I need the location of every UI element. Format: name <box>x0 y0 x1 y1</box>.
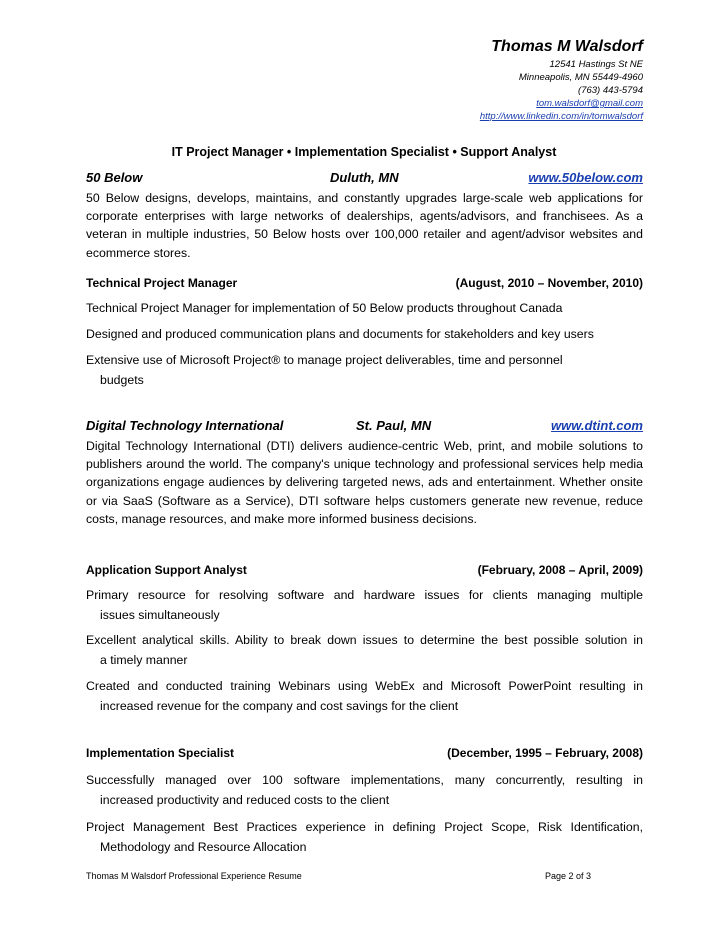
role-header <box>86 563 643 579</box>
company-website-link[interactable]: www.50below.com <box>528 170 643 185</box>
company-website-link[interactable]: www.dtint.com <box>551 418 643 433</box>
footer-document-title: Thomas M Walsdorf Professional Experience Resume <box>86 871 302 881</box>
bullet-text-continued: a timely manner <box>100 653 188 667</box>
role-bullet <box>86 350 643 390</box>
street-address: 12541 Hastings St NE <box>549 59 643 70</box>
bullet-text: Technical Project Manager for implementation of 50 Below products throughout Canada <box>86 301 563 315</box>
company-description: Digital Technology International (DTI) delivers audience-centric Web, print, and mobile solutions to publishers around the world. The company's unique technology and professional services help media organizations engage audiences by delivering targeted news, ads and entertainment. Whether onsite or via SaaS (Software as a Service), DTI software helps customers generate new revenue, reduce costs, manage resources, and make more informed business decisions. <box>86 439 643 526</box>
role-bullet <box>86 298 643 318</box>
bullet-text: Designed and produced communication plans and documents for stakeholders and key users <box>86 327 594 341</box>
role-title: Implementation Specialist <box>86 746 235 760</box>
company-header <box>86 170 643 188</box>
role-dates: (December, 1995 – February, 2008) <box>447 746 643 760</box>
bullet-text-continued: increased productivity and reduced costs to the client <box>100 793 390 807</box>
linkedin-link[interactable]: http://www.linkedin.com/in/tomwalsdorf <box>479 111 643 122</box>
bullet-text: Project Management Best Practices experience in defining Project Scope, Risk Identification, <box>86 820 643 834</box>
professional-tagline: IT Project Manager • Implementation Specialist • Support Analyst <box>171 145 557 159</box>
bullet-text-continued: issues simultaneously <box>100 608 220 622</box>
bullet-text-continued: Methodology and Resource Allocation <box>100 840 307 854</box>
role-bullet <box>86 676 643 716</box>
role-title: Application Support Analyst <box>86 563 247 577</box>
bullet-text: Excellent analytical skills. Ability to break down issues to determine the best possible solution in <box>86 633 643 647</box>
company-name: Digital Technology International <box>86 418 284 433</box>
role-bullet <box>86 630 643 670</box>
bullet-text: Extensive use of Microsoft Project® to manage project deliverables, time and personnel <box>86 353 563 367</box>
company-location: St. Paul, MN <box>356 418 432 433</box>
footer-page-number: Page 2 of 3 <box>544 871 591 881</box>
role-bullet <box>86 817 643 857</box>
email-link[interactable]: tom.walsdorf@gmail.com <box>536 98 643 109</box>
role-bullet <box>86 770 643 810</box>
phone-number: (763) 443-5794 <box>578 85 643 96</box>
bullet-text: Created and conducted training Webinars using WebEx and Microsoft PowerPoint resulting in <box>86 679 643 693</box>
role-dates: (August, 2010 – November, 2010) <box>455 276 643 290</box>
company-location: Duluth, MN <box>330 170 399 185</box>
role-header <box>86 276 643 292</box>
candidate-name: Thomas M Walsdorf <box>491 38 643 55</box>
contact-header <box>480 36 643 123</box>
bullet-text: Successfully managed over 100 software implementations, many concurrently, resulting in <box>86 773 643 787</box>
company-header <box>86 418 643 436</box>
company-description: 50 Below designs, develops, maintains, and constantly upgrades large-scale web applications for corporate enterprises with large networks of dealerships, agents/advisors, and franchisees. As a veteran in multiple industries, 50 Below hosts over 100,000 retailer and agent/advisor websites and ecommerce stores. <box>86 191 643 260</box>
role-dates: (February, 2008 – April, 2009) <box>477 563 643 577</box>
page-footer <box>86 871 591 883</box>
bullet-text: Primary resource for resolving software and hardware issues for clients managing multiple <box>86 588 643 602</box>
bullet-text-continued: budgets <box>100 373 144 387</box>
company-name: 50 Below <box>86 170 143 185</box>
role-title: Technical Project Manager <box>86 276 238 290</box>
role-bullet <box>86 585 643 625</box>
role-bullet <box>86 324 643 344</box>
role-header <box>86 746 643 762</box>
bullet-text-continued: increased revenue for the company and cost savings for the client <box>100 699 459 713</box>
city-state-zip: Minneapolis, MN 55449-4960 <box>518 72 643 83</box>
